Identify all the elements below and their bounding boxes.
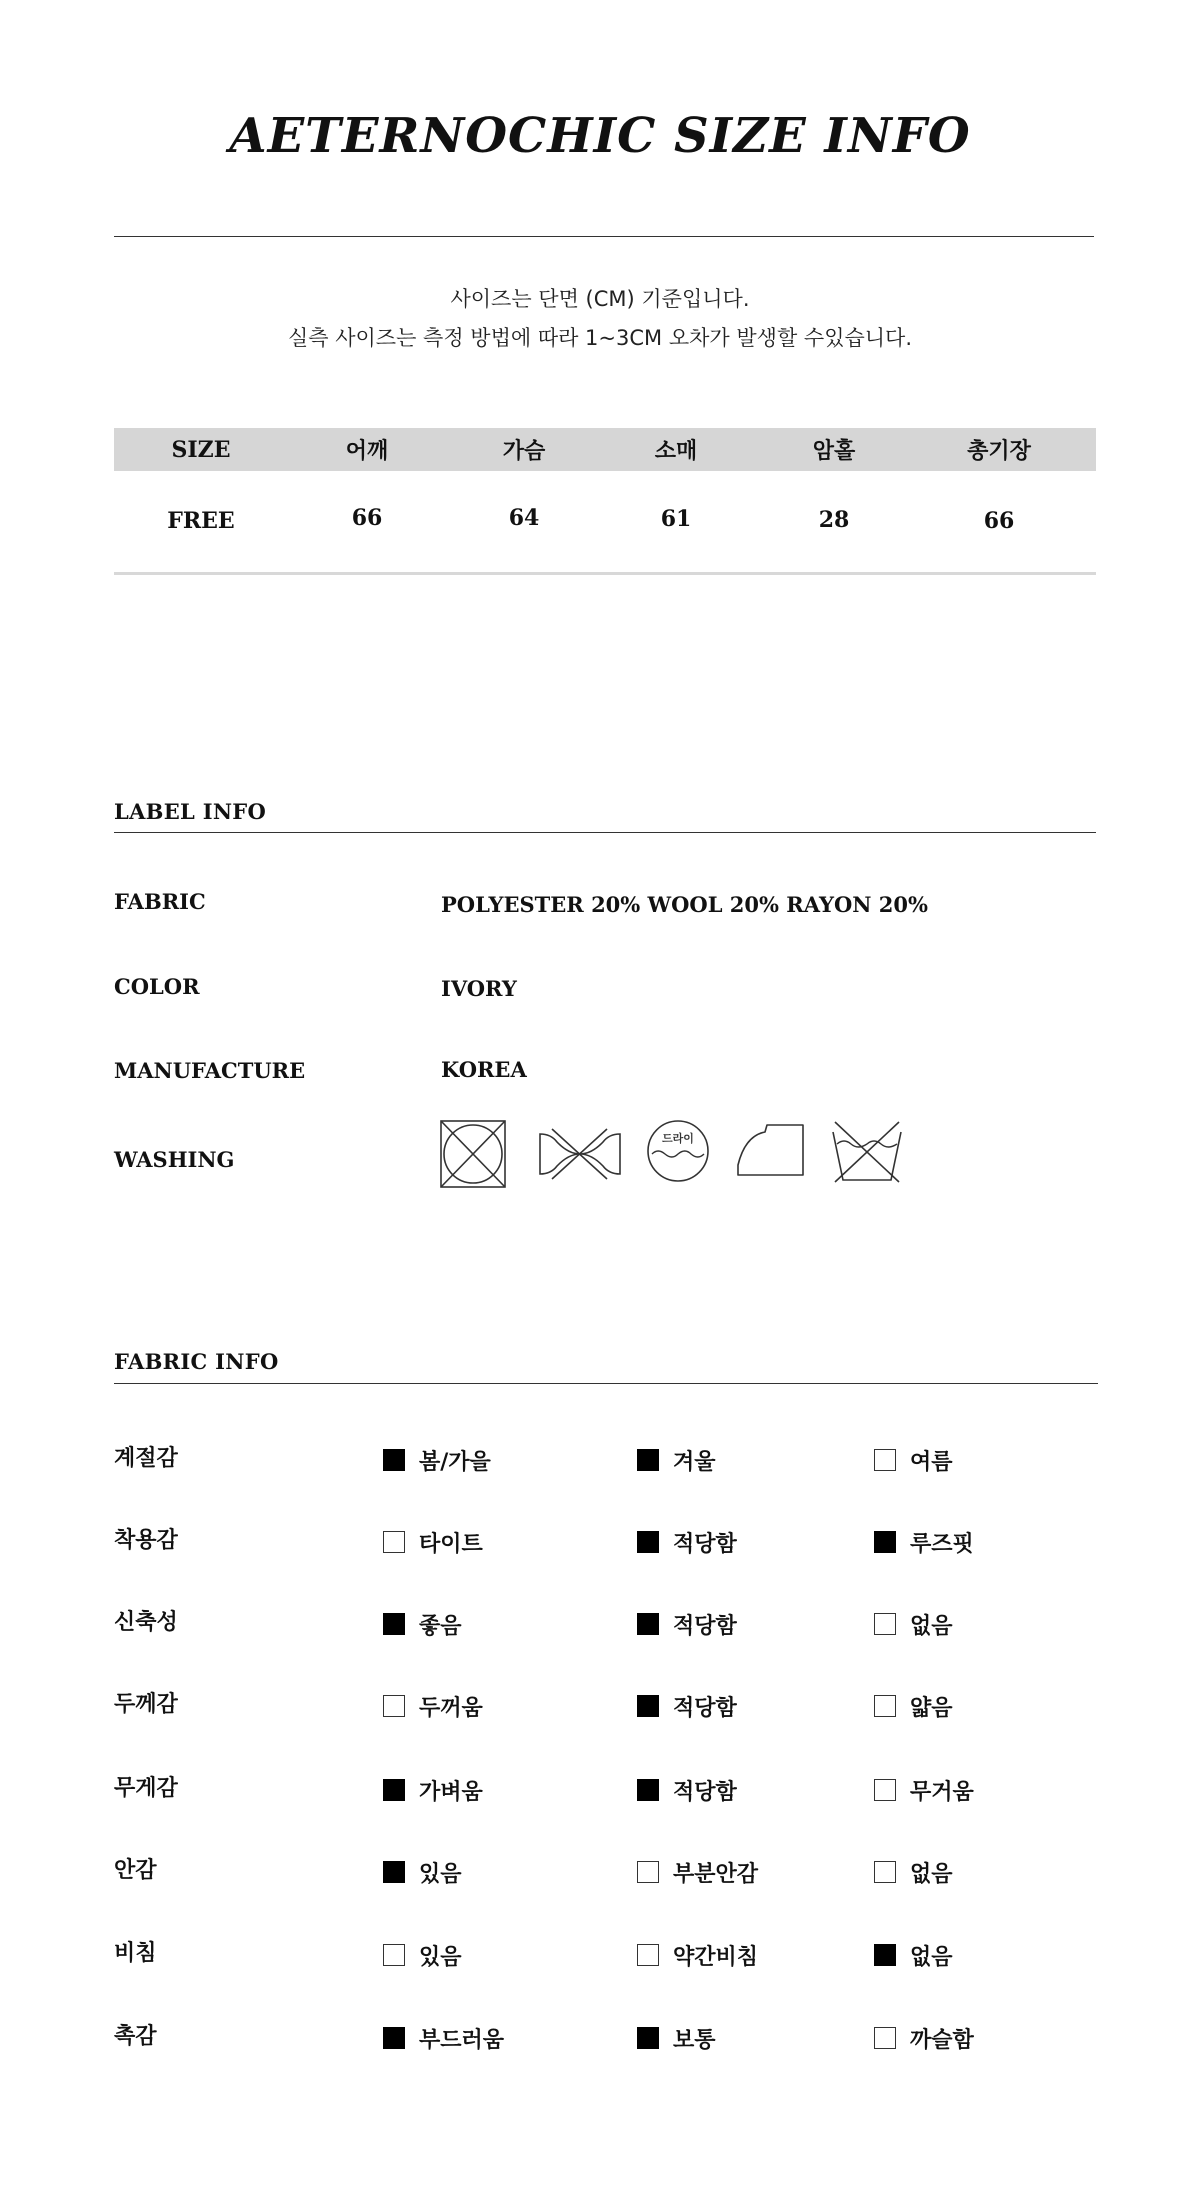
unchecked-box-icon[interactable]	[637, 1861, 659, 1883]
header-shoulder: 어깨	[345, 439, 389, 464]
fabric-option-label: 좋음	[419, 1613, 462, 1639]
fabric-option-label: 무거움	[910, 1779, 974, 1805]
size-note-2: 실측 사이즈는 측정 방법에 따라 1~3CM 오차가 발생할 수있습니다.	[287, 326, 913, 350]
fabric-option[interactable]	[383, 1693, 483, 1719]
header-chest: 가슴	[502, 439, 546, 464]
fabric-info-title: FABRIC INFO	[114, 1349, 279, 1374]
fabric-option-label: 보통	[673, 2027, 716, 2053]
fabric-option[interactable]	[637, 1447, 716, 1473]
fabric-option[interactable]	[637, 2025, 716, 2051]
fabric-option-label: 겨울	[673, 1449, 716, 1475]
fabric-option-label: 있음	[419, 1861, 462, 1887]
washing-key: WASHING	[114, 1147, 235, 1172]
fabric-option-label: 봄/가을	[419, 1449, 491, 1475]
fabric-option[interactable]	[874, 2025, 974, 2051]
no-wash-icon	[827, 1114, 907, 1186]
fabric-option[interactable]	[637, 1693, 737, 1719]
shoulder-value: 66	[351, 505, 383, 531]
fabric-option[interactable]	[637, 1529, 737, 1555]
color-key: COLOR	[114, 974, 200, 999]
checked-box-icon[interactable]	[383, 1779, 405, 1801]
fabric-option[interactable]	[383, 1777, 483, 1803]
fabric-info-divider	[114, 1383, 1098, 1384]
checked-box-icon[interactable]	[637, 2027, 659, 2049]
fabric-option[interactable]	[383, 1859, 462, 1885]
fabric-option[interactable]	[874, 1529, 974, 1555]
fabric-option-label: 부드러움	[419, 2027, 505, 2053]
dry-clean-icon	[645, 1118, 711, 1184]
fabric-option-label: 없음	[910, 1944, 953, 1970]
fabric-option[interactable]	[637, 1777, 737, 1803]
fabric-option-label: 있음	[419, 1944, 462, 1970]
fabric-option-label: 부분안감	[673, 1861, 759, 1887]
fabric-attr-label: 착용감	[114, 1528, 178, 1553]
fabric-attr-label: 두께감	[114, 1692, 178, 1717]
checked-box-icon[interactable]	[637, 1779, 659, 1801]
header-armhole: 암홀	[812, 439, 856, 464]
fabric-option[interactable]	[383, 1942, 462, 1968]
checked-box-icon[interactable]	[383, 1449, 405, 1471]
fabric-option[interactable]	[874, 1777, 974, 1803]
armhole-value: 28	[818, 507, 850, 533]
header-length: 총기장	[967, 439, 1031, 464]
fabric-option-label: 루즈핏	[910, 1531, 974, 1557]
fabric-key: FABRIC	[114, 889, 206, 914]
fabric-option-label: 까슬함	[910, 2027, 974, 2053]
fabric-option[interactable]	[637, 1859, 758, 1885]
fabric-option-label: 적당함	[673, 1779, 737, 1805]
fabric-value: POLYESTER 20% WOOL 20% RAYON 20%	[441, 892, 928, 917]
sleeve-value: 61	[660, 506, 692, 532]
checked-box-icon[interactable]	[383, 1861, 405, 1883]
no-wring-icon	[537, 1124, 623, 1184]
fabric-attr-label: 비침	[114, 1941, 157, 1966]
header-size: SIZE	[171, 437, 231, 463]
fabric-option[interactable]	[874, 1859, 953, 1885]
fabric-option-label: 타이트	[419, 1531, 483, 1557]
unchecked-box-icon[interactable]	[874, 1861, 896, 1883]
fabric-option[interactable]	[383, 2025, 504, 2051]
checked-box-icon[interactable]	[383, 1613, 405, 1635]
fabric-option[interactable]	[874, 1693, 953, 1719]
title-divider	[114, 236, 1094, 237]
fabric-option-label: 적당함	[673, 1695, 737, 1721]
iron-icon	[735, 1120, 807, 1180]
header-sleeve: 소매	[654, 439, 698, 464]
fabric-option-label: 얇음	[910, 1695, 953, 1721]
fabric-attr-label: 안감	[114, 1858, 157, 1883]
fabric-attr-label: 무게감	[114, 1776, 178, 1801]
checked-box-icon[interactable]	[874, 1531, 896, 1553]
fabric-attr-label: 촉감	[114, 2024, 157, 2049]
page-title: AETERNOCHIC SIZE INFO	[229, 108, 971, 164]
unchecked-box-icon[interactable]	[874, 2027, 896, 2049]
size-table-row	[114, 505, 1096, 548]
dry-clean-label: 드라이	[662, 1132, 694, 1145]
fabric-option-label: 없음	[910, 1613, 953, 1639]
chest-value: 64	[508, 505, 540, 531]
fabric-attr-label: 신축성	[114, 1610, 178, 1635]
fabric-option[interactable]	[874, 1942, 953, 1968]
label-info-divider	[114, 832, 1096, 833]
color-value: IVORY	[441, 976, 517, 1001]
fabric-option[interactable]	[383, 1611, 462, 1637]
size-note-1: 사이즈는 단면 (CM) 기준입니다.	[450, 287, 750, 311]
fabric-option[interactable]	[637, 1942, 758, 1968]
fabric-option[interactable]	[383, 1529, 483, 1555]
unchecked-box-icon[interactable]	[637, 1944, 659, 1966]
size-value: FREE	[167, 508, 235, 534]
no-tumble-dry-icon	[438, 1118, 508, 1190]
fabric-option[interactable]	[874, 1447, 953, 1473]
fabric-attr-label: 계절감	[114, 1446, 178, 1471]
size-table-header	[114, 428, 1096, 471]
size-table-bottom-rule	[114, 572, 1096, 575]
checked-box-icon[interactable]	[637, 1695, 659, 1717]
fabric-option-label: 여름	[910, 1449, 953, 1475]
fabric-option-label: 없음	[910, 1861, 953, 1887]
manufacture-value: KOREA	[441, 1057, 527, 1082]
checked-box-icon[interactable]	[637, 1449, 659, 1471]
fabric-option-label: 가벼움	[419, 1779, 483, 1805]
unchecked-box-icon[interactable]	[383, 1695, 405, 1717]
checked-box-icon[interactable]	[874, 1944, 896, 1966]
checked-box-icon[interactable]	[637, 1613, 659, 1635]
checked-box-icon[interactable]	[383, 2027, 405, 2049]
fabric-option[interactable]	[637, 1611, 737, 1637]
fabric-option[interactable]	[874, 1611, 953, 1637]
fabric-option-label: 두꺼움	[419, 1695, 483, 1721]
unchecked-box-icon[interactable]	[874, 1613, 896, 1635]
unchecked-box-icon[interactable]	[383, 1944, 405, 1966]
length-value: 66	[983, 508, 1015, 534]
unchecked-box-icon[interactable]	[383, 1531, 405, 1553]
checked-box-icon[interactable]	[637, 1531, 659, 1553]
unchecked-box-icon[interactable]	[874, 1449, 896, 1471]
manufacture-key: MANUFACTURE	[114, 1058, 306, 1083]
unchecked-box-icon[interactable]	[874, 1695, 896, 1717]
fabric-option-label: 적당함	[673, 1613, 737, 1639]
fabric-option[interactable]	[383, 1447, 491, 1473]
label-info-title: LABEL INFO	[114, 799, 267, 824]
unchecked-box-icon[interactable]	[874, 1779, 896, 1801]
fabric-option-label: 적당함	[673, 1531, 737, 1557]
fabric-option-label: 약간비침	[673, 1944, 759, 1970]
